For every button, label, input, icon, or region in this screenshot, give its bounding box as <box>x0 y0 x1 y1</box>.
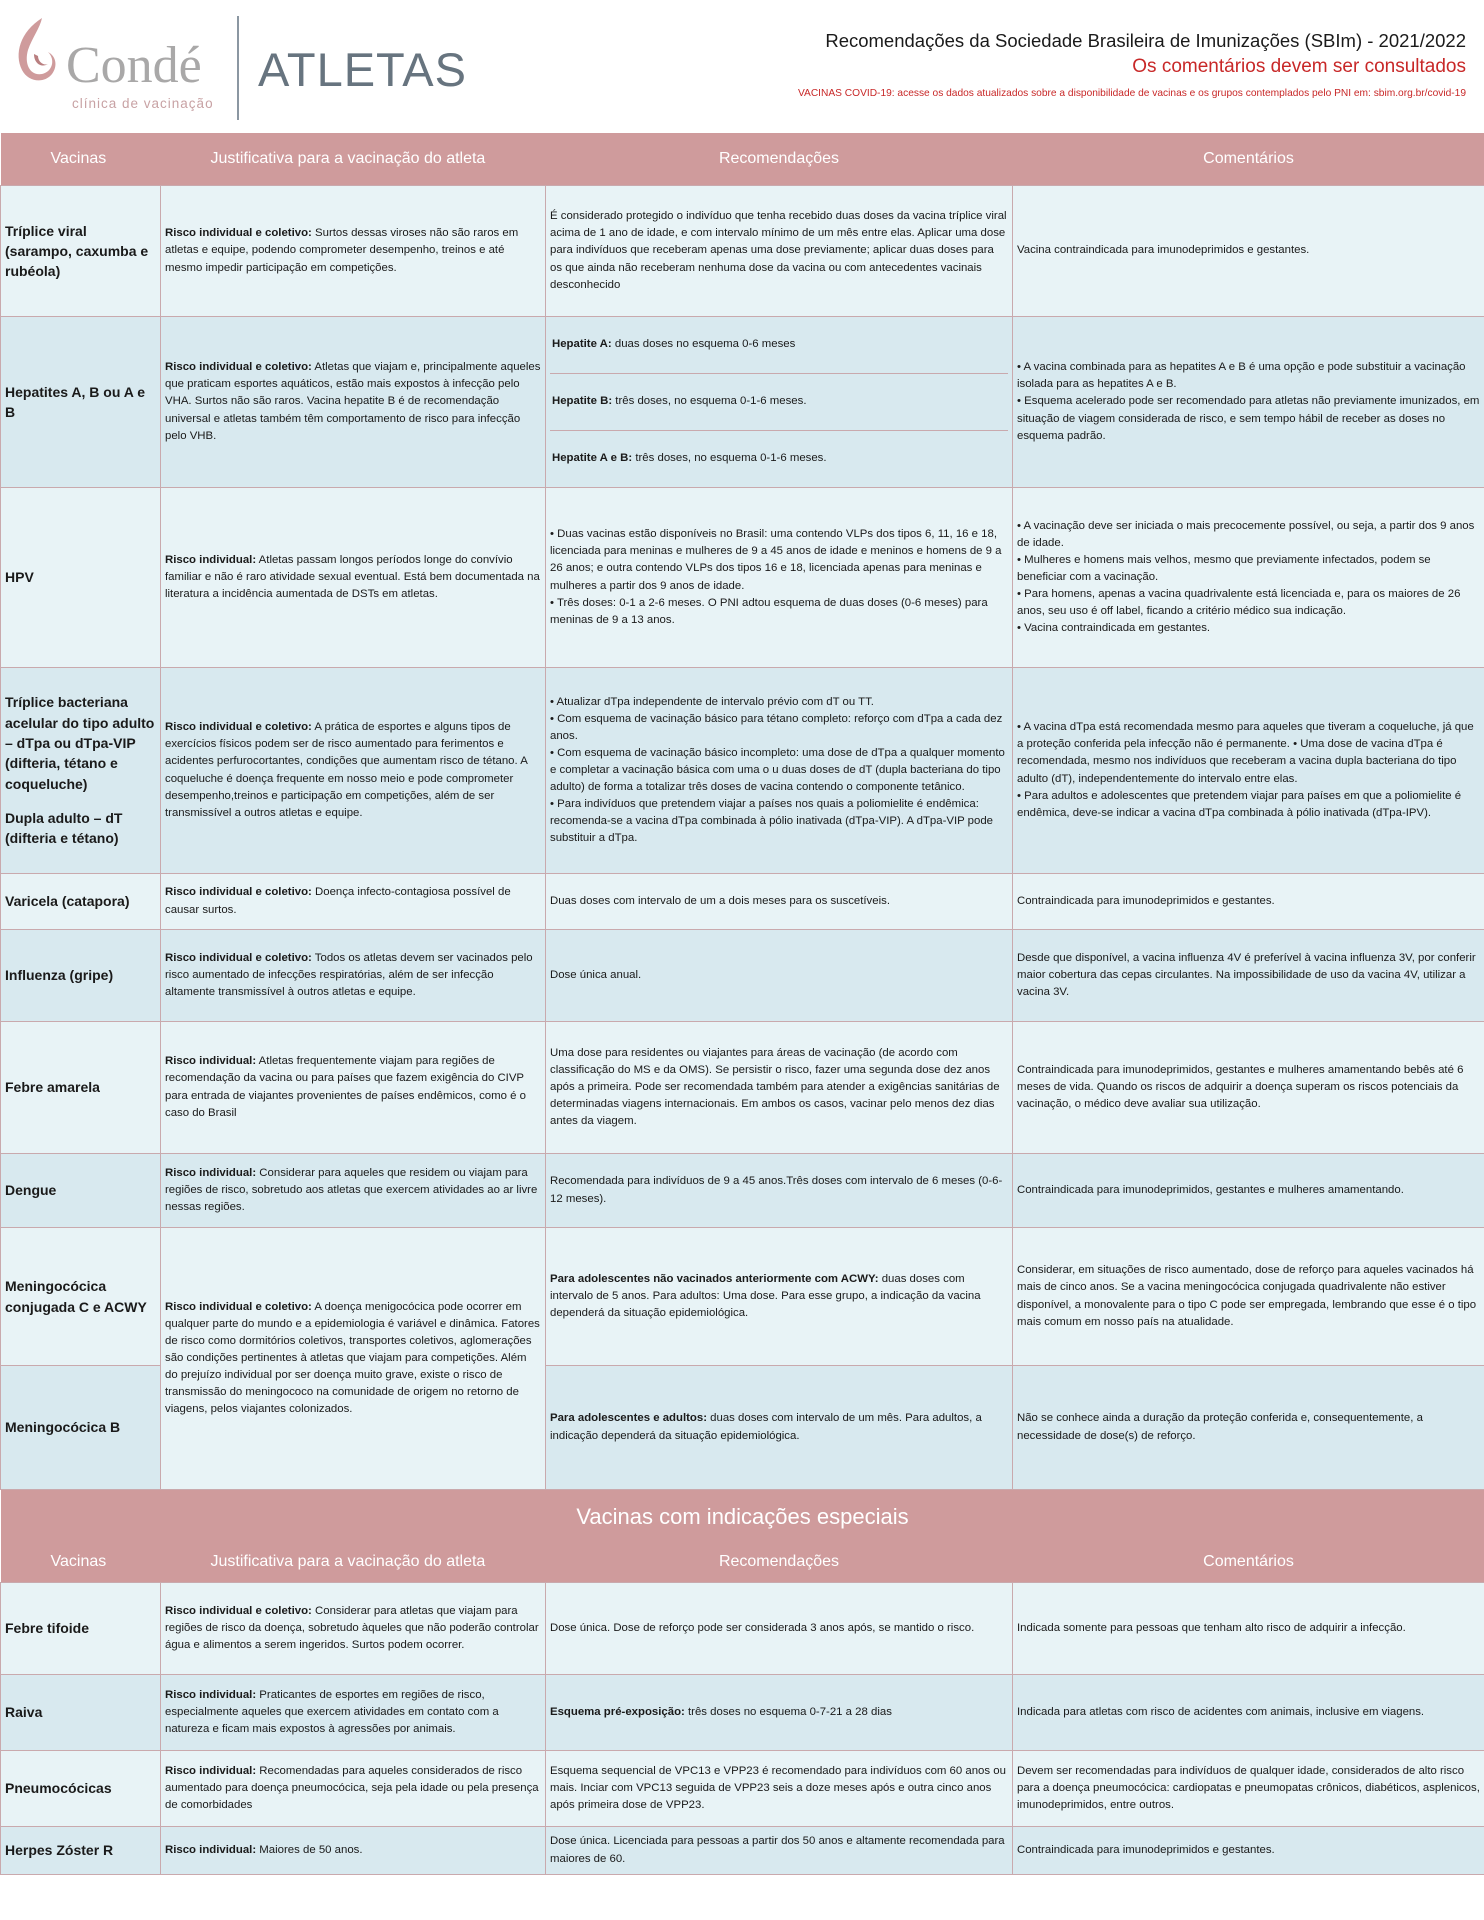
comment-cell: Vacina contraindicada para imunodeprimidos e gestantes. <box>1013 186 1484 317</box>
recommendation-cell <box>546 488 1013 668</box>
page-header <box>0 0 1484 133</box>
recommendation-label: Hepatite A e B: <box>552 452 633 465</box>
vaccine-name: Meningocócica B <box>1 1366 161 1490</box>
table-row <box>1 1827 1484 1875</box>
vaccine-name-dtpa: Tríplice bacteriana acelular do tipo adulto – dTpa ou dTpa-VIP (difteria, tétano e coqueluche) <box>5 694 155 792</box>
comment-cell <box>1013 488 1484 668</box>
comment-line: • A vacinação deve ser iniciada o mais precocemente possível, ou seja, a partir dos 9 anos de idade. <box>1017 519 1475 549</box>
recommendation-line: • Três doses: 0-1 a 2-6 meses. O PNI adtou esquema de duas doses (0-6 meses) para meninas de 9 a 13 anos. <box>550 596 988 626</box>
special-section-row <box>1 1490 1484 1543</box>
table-row <box>1 874 1484 930</box>
justification-text: Maiores de 50 anos. <box>256 1843 363 1856</box>
justification-cell <box>161 186 546 317</box>
recommendation-text: três doses no esquema 0-7-21 a 28 dias <box>684 1705 892 1718</box>
table-row <box>1 488 1484 668</box>
justification-label: Risco individual e coletivo: <box>165 721 312 734</box>
vaccine-name: Varicela (catapora) <box>1 874 161 930</box>
recommendation-cell: Duas doses com intervalo de um a dois meses para os suscetíveis. <box>546 874 1013 930</box>
justification-text: Considerar para aqueles que residem ou viajam para regiões de risco, sobretudo aos atletas que exercem atividades ao ar livre nessas regiões. <box>165 1166 538 1214</box>
vaccine-name: Febre tifoide <box>1 1583 161 1675</box>
recommendation-cell: Recomendada para indivíduos de 9 a 45 anos.Três doses com intervalo de 6 meses (0-6-12 meses). <box>546 1154 1013 1228</box>
comment-line: • A vacina combinada para as hepatites A e B é uma opção e pode substituir a vacinação isolada para as hepatites A e B. <box>1017 361 1466 391</box>
justification-cell <box>161 317 546 488</box>
comment-line: • Mulheres e homens mais velhos, mesmo que previamente infectados, podem se beneficiar com a vacinação. <box>1017 553 1431 583</box>
table-header-row <box>1 133 1484 186</box>
column-header-recomendacoes: Recomendações <box>546 1542 1013 1583</box>
justification-label: Risco individual e coletivo: <box>165 1300 312 1313</box>
section-title: ATLETAS <box>258 43 467 96</box>
comment-cell: Desde que disponível, a vacina influenza 4V é preferível à vacina influenza 3V, por conferir maior cobertura das cepas circulantes. Na impossibilidade de uso da vacina 4V, utilizar a vacina 3V. <box>1013 930 1484 1022</box>
column-header-vacinas: Vacinas <box>1 133 161 186</box>
comment-cell: Considerar, em situações de risco aumentado, dose de reforço para aqueles vacinados há mais de cinco anos. Se a vacina meningocócica conjugada quadrivalente não estiver disponível, a monovalente para o tipo C pode ser empregada, lembrando que esse é o tipo mais comum em nosso país na atualidade. <box>1013 1228 1484 1366</box>
column-header-justificativa: Justificativa para a vacinação do atleta <box>161 133 546 186</box>
recommendation-cell: Dose única. Licenciada para pessoas a partir dos 50 anos e altamente recomendada para maiores de 60. <box>546 1827 1013 1875</box>
justification-cell <box>161 1154 546 1228</box>
justification-label: Risco individual: <box>165 1688 257 1701</box>
recommendation-cell: Dose única. Dose de reforço pode ser considerada 3 anos após, se mantido o risco. <box>546 1583 1013 1675</box>
table-row <box>1 1751 1484 1827</box>
logo-name: Condé <box>66 37 202 94</box>
recommendation-line: • Com esquema de vacinação básico para tétano completo: reforço com dTpa a cada dez anos. <box>550 712 1003 742</box>
comment-cell: Indicada somente para pessoas que tenham alto risco de adquirir a infecção. <box>1013 1583 1484 1675</box>
table-row <box>1 186 1484 317</box>
recommendation-text: duas doses no esquema 0-6 meses <box>611 338 796 351</box>
vaccine-name: Herpes Zóster R <box>1 1827 161 1875</box>
table-row <box>1 930 1484 1022</box>
justification-label: Risco individual e coletivo: <box>165 227 312 240</box>
justification-text: Todos os atletas devem ser vacinados pelo risco aumentado de infecções respiratórias, além de ser infecção altamente transmissível à outros atletas e equipe. <box>165 951 533 999</box>
vaccine-name: Raiva <box>1 1675 161 1751</box>
table-row <box>1 1675 1484 1751</box>
table-row <box>1 317 1484 488</box>
justification-cell <box>161 930 546 1022</box>
vaccine-table <box>0 133 1484 1875</box>
recommendation-cell <box>546 1675 1013 1751</box>
comment-cell: Indicada para atletas com risco de acidentes com animais, inclusive em viagens. <box>1013 1675 1484 1751</box>
justification-text: Praticantes de esportes em regiões de risco, especialmente aqueles que exercem atividades em contato com a natureza e ficam mais expostos à agressões por animais. <box>165 1688 499 1736</box>
column-header-comentarios: Comentários <box>1013 133 1484 186</box>
justification-text: A prática de esportes e alguns tipos de exercícios físicos podem ser de risco aumentado para ferimentos e acidentes perfurocortantes, condições que aumentam risco de tétano. A coqueluche é doença frequente em nosso meio e pode comprometer desempenho,treinos e participação em competições, além de ser transmissível a outros atletas e equipe. <box>165 721 528 819</box>
recommendation-cell: Esquema sequencial de VPC13 e VPP23 é recomendado para indivíduos com 60 anos ou mais. Inciar com VPC13 seguida de VPP23 seis a doze meses após e outra cinco anos após primeira dose de VPP23. <box>546 1751 1013 1827</box>
vaccine-name: HPV <box>1 488 161 668</box>
recommendation-line: • Para indivíduos que pretendem viajar a países nos quais a poliomielite é endêmica: recomenda-se a vacina dTpa combinada à pólio inativada (dTpa-VIP). A dTpa-VIP pode substituir a dTpa. <box>550 798 994 845</box>
vaccine-name: Influenza (gripe) <box>1 930 161 1022</box>
justification-label: Risco individual: <box>165 553 257 566</box>
justification-label: Risco individual e coletivo: <box>165 1604 312 1617</box>
justification-label: Risco individual: <box>165 1843 257 1856</box>
comment-line: • Para homens, apenas a vacina quadrivalente está licenciada e, para os maiores de 26 anos, seu uso é off label, ficando a critério médico sua indicação. <box>1017 588 1461 618</box>
column-header-justificativa: Justificativa para a vacinação do atleta <box>161 1542 546 1583</box>
justification-cell <box>161 874 546 930</box>
justification-label: Risco individual: <box>165 1764 257 1777</box>
justification-label: Risco individual: <box>165 1166 257 1179</box>
recommendation-cell <box>546 668 1013 874</box>
table-row <box>1 1154 1484 1228</box>
justification-text: Atletas que viajam e, principalmente aqueles que praticam esportes aquáticos, estão mais expostos à infecção pelo VHA. Surtos não são raros. Vacina hepatite B é de recomendação universal e atletas também têm comportamento de risco para infecção pelo VHB. <box>165 361 541 442</box>
recommendation-line: • Atualizar dTpa independente de intervalo prévio com dT ou TT. <box>550 695 874 708</box>
vaccine-name: Tríplice viral (sarampo, caxumba e rubéola) <box>1 186 161 317</box>
special-section-title: Vacinas com indicações especiais <box>1 1490 1484 1543</box>
vaccine-name: Hepatites A, B ou A e B <box>1 317 161 488</box>
comment-line: • Para adultos e adolescentes que pretendem viajar para países em que a poliomielite é endêmica, deve-se indicar a vacina dTpa combinada à pólio inativada (dTpa-IPV). <box>1017 789 1462 819</box>
justification-text: Considerar para atletas que viajam para regiões de risco da doença, sobretudo àqueles que não poderão controlar água e alimentos a serem ingeridos. Surtos podem ocorrer. <box>165 1604 539 1652</box>
justification-cell <box>161 1675 546 1751</box>
vaccine-name: Dengue <box>1 1154 161 1228</box>
logo-divider <box>237 16 239 120</box>
comment-cell: Contraindicada para imunodeprimidos, gestantes e mulheres amamentando. <box>1013 1154 1484 1228</box>
justification-label: Risco individual e coletivo: <box>165 886 312 899</box>
recommendation-label: Hepatite A: <box>552 338 612 351</box>
recommendation-text: três doses, no esquema 0-1-6 meses. <box>632 452 827 465</box>
justification-cell <box>161 1583 546 1675</box>
comment-cell: Contraindicada para imunodeprimidos, gestantes e mulheres amamentando bebês até 6 meses de vida. Quando os riscos de adquirir a doença superam os riscos potenciais da vacinação, o médico deve avaliar sua utilização. <box>1013 1022 1484 1154</box>
comment-cell: Devem ser recomendadas para indivíduos de qualquer idade, considerados de alto risco para a doença pneumocócica: cardiopatas e pneumopatas crônicos, diabéticos, asplenicos, imunodeprimidos, entre outros. <box>1013 1751 1484 1827</box>
justification-text: Atletas passam longos períodos longe do convívio familiar e não é raro atividade sexual eventual. Está bem documentada na literatura a incidência aumentada de DSTs em atletas. <box>165 553 540 601</box>
justification-text: Doença infecto-contagiosa possível de causar surtos. <box>165 886 511 916</box>
comment-line: • Esquema acelerado pode ser recomendado para atletas não previamente imunizados, em situação de viagem considerada de risco, e sem tempo hábil de receber as doses no esquema padrão. <box>1017 395 1480 442</box>
vaccine-name <box>1 668 161 874</box>
recommendation-cell: É considerado protegido o indivíduo que tenha recebido duas doses da vacina tríplice viral acima de 1 ano de idade, e com intervalo mínimo de um mês entre elas. Aplicar uma dose para indivíduos que receberam apenas uma dose previamente; aplicar duas doses para os que ainda não receberam nenhuma dose da vacina ou com antecedentes vacinais desconhecido <box>546 186 1013 317</box>
justification-cell <box>161 488 546 668</box>
recommendation-text: duas doses com intervalo de um mês. Para adultos, a indicação dependerá da situação epidemiológica. <box>550 1412 982 1442</box>
recommendation-text: três doses, no esquema 0-1-6 meses. <box>612 395 807 408</box>
recommendation-cell <box>546 1228 1013 1366</box>
column-header-vacinas: Vacinas <box>1 1542 161 1583</box>
recommendation-cell: Dose única anual. <box>546 930 1013 1022</box>
comment-cell: Não se conhece ainda a duração da proteção conferida e, consequentemente, a necessidade de dose(s) de reforço. <box>1013 1366 1484 1490</box>
vaccine-name-dt: Dupla adulto – dT (difteria e tétano) <box>5 809 123 847</box>
vaccine-name: Pneumocócicas <box>1 1751 161 1827</box>
covid-note: VACINAS COVID-19: acesse os dados atualizados sobre a disponibilidade de vacinas e os grupos contemplados pelo PNI em: sbim.org.br/covid-19 <box>797 88 1466 99</box>
recommendation-label: Hepatite B: <box>552 395 613 408</box>
document-title: Recomendações da Sociedade Brasileira de Imunizações (SBIm) - 2021/2022 <box>825 30 1466 51</box>
justification-cell <box>161 1228 546 1490</box>
recommendation-cell: Uma dose para residentes ou viajantes para áreas de vacinação (de acordo com classificação do MS e da OMS). Se persistir o risco, fazer uma segunda dose dez anos após a primeira. Pode ser recomendada também para atender a exigências sanitárias de determinadas viagens internacionais. Em ambos os casos, vacinar pelo menos dez dias antes da viagem. <box>546 1022 1013 1154</box>
table-row <box>1 1583 1484 1675</box>
table-header-row <box>1 1542 1484 1583</box>
conde-logo-icon <box>12 14 62 94</box>
recommendation-text: duas doses com intervalo de 5 anos. Para adultos: Uma dose. Para esse grupo, a indicação da vacina dependerá da situação epidemiológica. <box>550 1272 981 1320</box>
recommendation-subrow <box>550 317 1008 374</box>
recommendation-cell <box>546 1366 1013 1490</box>
comment-cell <box>1013 317 1484 488</box>
justification-label: Risco individual e coletivo: <box>165 951 312 964</box>
justification-text: A doença menigocócica pode ocorrer em qualquer parte do mundo e a epidemiologia é variável e dinâmica. Fatores de risco como dormitórios coletivos, transportes coletivos, aglomerações são condições pertinentes à atletas que viajam para competições. Além do prejuízo individual por ser doença muito grave, existe o risco de transmissão do meningococo na comunidade de origem no retorno de viagens, pelos viajantes colonizados. <box>165 1300 540 1416</box>
recommendation-label: Para adolescentes e adultos: <box>550 1412 707 1425</box>
comment-cell: Contraindicada para imunodeprimidos e gestantes. <box>1013 874 1484 930</box>
recommendation-label: Esquema pré-exposição: <box>550 1705 685 1718</box>
recommendation-subrow <box>550 431 1008 487</box>
logo-subtitle: clínica de vacinação <box>72 96 214 111</box>
justification-text: Recomendadas para aqueles considerados de risco aumentado para doença pneumocócica, seja pela idade ou pela presença de comorbidades <box>165 1764 539 1812</box>
recommendation-subrow <box>550 374 1008 431</box>
table-row <box>1 668 1484 874</box>
recommendation-label: Para adolescentes não vacinados anteriormente com ACWY: <box>550 1272 879 1285</box>
document-subtitle: Os comentários devem ser consultados <box>1132 56 1466 77</box>
justification-text: Surtos dessas viroses não são raros em atletas e equipe, podendo comprometer desempenho, treinos e até mesmo impedir participação em competições. <box>165 227 519 274</box>
justification-cell <box>161 1022 546 1154</box>
vaccine-name: Meningocócica conjugada C e ACWY <box>1 1228 161 1366</box>
vaccine-name: Febre amarela <box>1 1022 161 1154</box>
comment-cell: Contraindicada para imunodeprimidos e gestantes. <box>1013 1827 1484 1875</box>
table-row <box>1 1022 1484 1154</box>
column-header-comentarios: Comentários <box>1013 1542 1484 1583</box>
comment-line: • A vacina dTpa está recomendada mesmo para aqueles que tiveram a coqueluche, já que a proteção conferida pela infecção não é permanente. • Uma dose de vacina dTpa é recomendada, mesmo nos indivíduos que receberam a vacina dupla bacteriana do tipo adulto (dT), independentemente do intervalo entre elas. <box>1017 721 1474 785</box>
recommendation-line: • Duas vacinas estão disponíveis no Brasil: uma contendo VLPs dos tipos 6, 11, 16 e 18, licenciada para meninas e mulheres de 9 a 45 anos de idade e meninos e homens de 9 a 26 anos; e outra contendo VLPs dos tipos 16 e 18, licenciada apenas para meninas e mulheres a partir dos 9 anos de idade. <box>550 528 1002 592</box>
comment-cell <box>1013 668 1484 874</box>
justification-cell <box>161 1827 546 1875</box>
table-row <box>1 1228 1484 1366</box>
column-header-recomendacoes: Recomendações <box>546 133 1013 186</box>
comment-line: • Vacina contraindicada em gestantes. <box>1017 622 1211 635</box>
recommendation-cell <box>546 317 1013 488</box>
justification-text: Atletas frequentemente viajam para regiões de recomendação da vacina ou para países que fazem exigência do CIVP para entrada de viajantes provenientes de países endêmicos, como é o caso do Brasil <box>165 1055 526 1119</box>
justification-cell <box>161 668 546 874</box>
justification-label: Risco individual: <box>165 1055 257 1068</box>
recommendation-line: • Com esquema de vacinação básico incompleto: uma dose de dTpa a qualquer momento e completar a vacinação básica com uma o u duas doses de dT (dupla bacteriana do tipo adulto) de forma a totalizar três doses de vacina contendo o componente tetânico. <box>550 746 1005 794</box>
justification-cell <box>161 1751 546 1827</box>
justification-label: Risco individual e coletivo: <box>165 361 312 374</box>
